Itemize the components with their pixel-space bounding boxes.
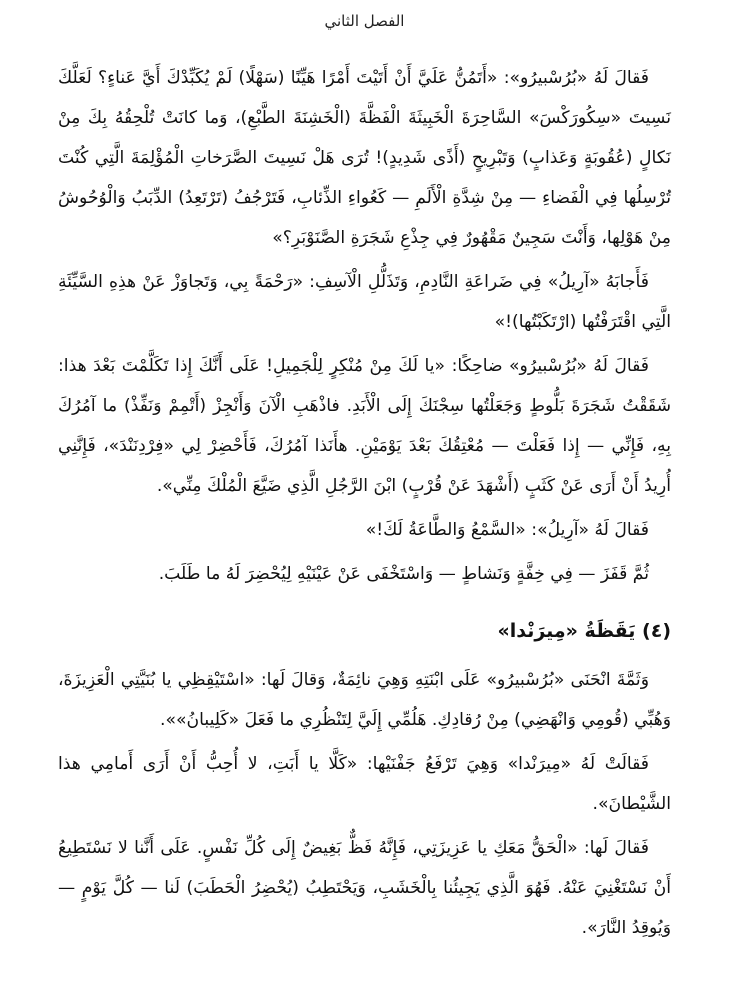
section-heading: (٤) يَقَظَةُ «مِيرَنْدا» bbox=[497, 620, 671, 642]
paragraph: فَقالَتْ لَهُ «مِيرَنْدا» وَهِيَ تَرْفَعُ جَفْنَيْها: «كَلَّا يا أَبَتِ، لا أُحِبُّ أَنْ أَرَى أَمامِي هذا الشَّيْطانَ». bbox=[58, 754, 671, 814]
chapter-title: الفصل الثاني bbox=[324, 12, 405, 30]
paragraph: فَأَجابَهُ «آرِيلُ» فِي ضَراعَةِ النَّادِمِ، وَتَذَلُّلِ الْآسِفِ: «رَحْمَةً بِي، وَتَجاوَزْ عَنْ هذِهِ السَّيِّئَةِ الَّتِي اقْتَرَفْتُها (ارْتَكَبْتُها)!» bbox=[58, 272, 671, 332]
paragraph: ثُمَّ قَفَزَ — فِي خِفَّةٍ وَنَشاطٍ — وَاسْتَخْفَى عَنْ عَيْنَيْهِ لِيُحْضِرَ لَهُ ما طَلَبَ. bbox=[158, 564, 649, 584]
paragraph: فَقالَ لَهُ «بُرُسْبيرُو» ضاحِكًا: «يا لَكَ مِنْ مُنْكِرٍ لِلْجَمِيلِ! عَلَى أَنَّكَ إِذا تَكَلَّمْتَ بَعْدَ هذا: شَقَقْتُ شَجَرَةَ بَلُّوطٍ وَجَعَلْتُها سِجْنَكَ إِلَى الْأَبَدِ. فاذْهَبِ الْآنَ وَأَنْجِزْ (أَتْمِمْ وَنَفِّذْ) ما آمُرُكَ بِهِ، فَإِنِّي — إِذا فَعَلْتَ — مُعْتِقُكَ بَعْدَ يَوْمَيْنِ. هأَنَذا آمُرُكَ، فَأَحْضِرْ لِي «فِرْدِنَنْدَ»، فَإِنَّنِي أُرِيدُ أَنْ أَرَى عَنْ كَثَبٍ (أَشْهَدَ عَنْ قُرْبٍ) ابْنَ الرَّجُلِ الَّذِي ضَيَّعَ الْمُلْكَ مِنِّي». bbox=[58, 356, 671, 496]
body-text bbox=[58, 58, 671, 948]
paragraph: فَقالَ لَها: «الْحَقُّ مَعَكِ يا عَزِيزَتِي، فَإِنَّهُ فَظٌّ بَغِيضٌ إِلَى كُلِّ نَفْسٍ. عَلَى أَنَّنا لا نَسْتَطِيعُ أَنْ نَسْتَغْنِيَ عَنْهُ. فَهُوَ الَّذِي يَجِيئُنا بِالْخَشَبِ، وَيَحْتَطِبُ (يُحْضِرُ الْحَطَبَ) لَنا — كُلَّ يَوْمٍ — وَيُوقِدُ النَّارَ». bbox=[58, 838, 671, 938]
paragraph: فَقالَ لَهُ «آرِيلُ»: «السَّمْعُ وَالطَّاعَةُ لَكَ!» bbox=[365, 520, 649, 540]
paragraph: وَثَمَّةَ انْحَنَى «بُرُسْبيرُو» عَلَى ابْنَتِهِ وَهِيَ نائِمَةٌ، وَقالَ لَها: «اسْتَيْقِظِي يا بُنَيَّتِي الْعَزِيزَةَ، وَهُبِّي (قُومِي وَانْهَضِي) مِنْ رُقادِكِ. هَلُمِّي إِلَيَّ لِتَنْظُرِي ما فَعَلَ «كَلِيبانُ»». bbox=[58, 670, 671, 730]
paragraph: فَقالَ لَهُ «بُرُسْبيرُو»: «أَتَمُنُّ عَلَيَّ أَنْ أَتَيْتَ أَمْرًا هَيِّنًا (سَهْلًا) لَمْ يُكَبِّدْكَ أَيَّ عَناءٍ؟ لَعَلَّكَ نَسِيتَ «سِكُورَكْسَ» السَّاحِرَةَ الْخَبِيثَةَ الْفَظَّةَ (الْخَشِنَةَ الطَّبْعِ)، وَما كانَتْ تُلْحِقُهُ بِكَ مِنْ نَكالٍ (عُقُوبَةٍ وَعَذابٍ) وَتَبْرِيحٍ (أَذًى شَدِيدٍ)! تُرَى هَلْ نَسِيتَ الصَّرَخاتِ الْمُؤْلِمَةَ الَّتِي كُنْتَ تُرْسِلُها فِي الْفَضاءِ — مِنْ شِدَّةِ الْأَلَمِ — كَعُواءِ الذِّئابِ، فَتَرْجُفُ (تَرْتَعِدُ) الدِّبَبُ وَالْوُحُوشُ مِنْ هَوْلِها، وَأَنْتَ سَجِينٌ مَقْهُورٌ فِي جِذْعِ شَجَرَةِ الصَّنَوْبَرِ؟» bbox=[58, 68, 671, 248]
